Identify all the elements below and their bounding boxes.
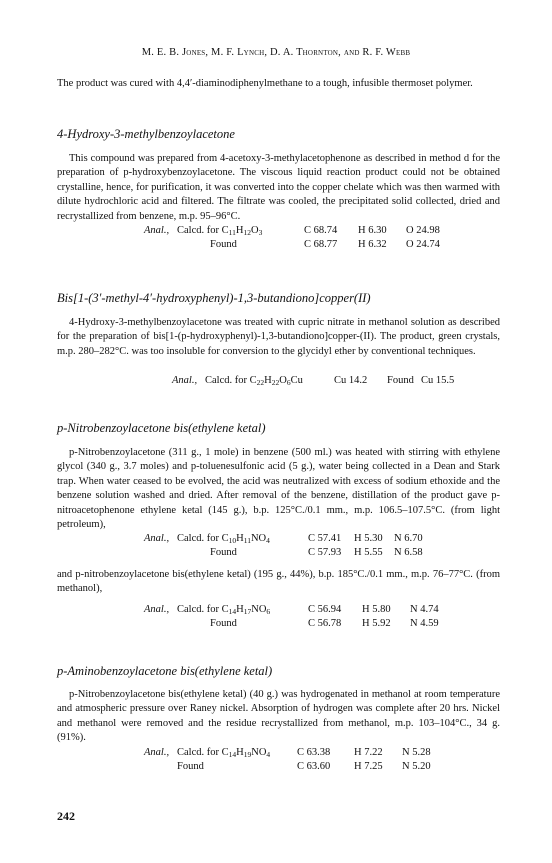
section-title-4: p-Aminobenzoylacetone bis(ethylene ketal) xyxy=(57,664,273,678)
found-label: Found xyxy=(210,617,237,629)
section-body-4: p-Nitrobenzoylacetone bis(ethylene ketal) (40 g.) was hydrogenated in methanol at room temperature and atmospheric pressure over Raney nickel. Absorption of hydrogen was complete after 20 hrs. Nickel and methanol were removed and the residue recrystallized from methanol, m.p. 103–104°C., 34 g. (91%). xyxy=(57,689,500,744)
analysis-block-4 xyxy=(144,746,484,774)
anal-label: Anal., xyxy=(144,225,170,236)
section-body-3: p-Nitrobenzoylacetone (311 g., 1 mole) in benzene (500 ml.) was heated with stirring with ethylene glycol (340 g., 3.7 moles) and p-toluenesulfonic acid (5 g.), water being collected in a Dean and Stark trap. When water ceased to be evolved, the acid was neutralized with excess of sodium ethoxide and the benzene solution washed and dried. After removal of the benzene, distillation of the product gave p-nitroacetophenone ethylene ketal (145 g.), b.p. 125°C./0.1 mm., m.p. 106.5–107.5°C. (from light petroleum), xyxy=(57,447,500,531)
found-label: Found xyxy=(177,760,204,772)
analysis-block-1 xyxy=(144,224,484,252)
analysis-block-2 xyxy=(172,374,492,388)
calc-value: C 63.38 xyxy=(297,747,331,758)
calc-value: H 7.22 xyxy=(354,747,383,758)
calcd-label: Calcd. for $C_{22}H_{22}O_6Cu$ xyxy=(205,375,303,387)
found-value: O 24.74 xyxy=(406,238,440,250)
calc-value: H 5.80 xyxy=(362,604,391,615)
found-value: N 5.20 xyxy=(402,760,431,772)
calc-value: N 5.28 xyxy=(402,747,431,758)
found-value: C 68.77 xyxy=(304,238,338,250)
analysis-block-3b xyxy=(144,603,484,631)
found-value: H 5.55 xyxy=(354,546,383,558)
found-value: C 63.60 xyxy=(297,760,331,772)
anal-label: Anal., xyxy=(144,747,170,758)
found-value: H 5.92 xyxy=(362,617,391,629)
calcd-label: Calcd. for $C_{10}H_{11}NO_4$ xyxy=(177,533,270,545)
calc-value: C 56.94 xyxy=(308,604,342,615)
calcd-label: Calcd. for $C_{11}H_{12}O_3$ xyxy=(177,225,263,237)
calcd-label: Calcd. for $C_{14}H_{19}NO_4$ xyxy=(177,747,271,759)
section-body-2: 4-Hydroxy-3-methylbenzoylacetone was treated with cupric nitrate in methanol solution as described for the preparation of bis[1-(p-hydroxyphenyl)-1,3-butandiono]copper-(II). The product, green crystals, m.p. 280–282°C. was too insoluble for conversion to the glycidyl ether by conventional techniques. xyxy=(57,317,500,357)
calc-value: O 24.98 xyxy=(406,225,440,236)
intro-paragraph: The product was cured with 4,4′-diaminodiphenylmethane to a tough, infusible thermoset polymer. xyxy=(57,78,473,89)
found-label: Found xyxy=(387,375,414,386)
section-body-3b: and p-nitrobenzoylacetone bis(ethylene ketal) (195 g., 44%), b.p. 185°C./0.1 mm., m.p. 76–77°C. (from methanol), xyxy=(57,569,500,595)
section-title-1: 4-Hydroxy-3-methylbenzoylacetone xyxy=(57,127,235,141)
anal-label: Anal., xyxy=(172,375,198,386)
found-label: Found xyxy=(210,546,237,558)
calcd-label: Calcd. for $C_{14}H_{17}NO_6$ xyxy=(177,604,271,616)
calc-value: C 68.74 xyxy=(304,225,338,236)
page-number: 242 xyxy=(57,809,75,823)
calc-value: N 6.70 xyxy=(394,533,423,544)
found-value: N 6.58 xyxy=(394,546,423,558)
found-value: C 56.78 xyxy=(308,617,342,629)
found-value: Cu 15.5 xyxy=(421,375,455,386)
anal-label: Anal., xyxy=(144,604,170,615)
found-value: N 4.59 xyxy=(410,617,439,629)
found-value: H 6.32 xyxy=(358,238,387,250)
section-title-2: Bis[1-(3′-methyl-4′-hydroxyphenyl)-1,3-butandiono]copper(II) xyxy=(57,291,371,305)
calc-value: Cu 14.2 xyxy=(334,375,368,386)
calc-value: C 57.41 xyxy=(308,533,342,544)
analysis-block-3 xyxy=(144,532,484,560)
calc-value: H 5.30 xyxy=(354,533,383,544)
running-header: M. E. B. Jones, M. F. Lynch, D. A. Thornton, and R. F. Webb xyxy=(141,47,411,58)
section-title-3: p-Nitrobenzoylacetone bis(ethylene ketal) xyxy=(57,421,266,435)
section-body-1: This compound was prepared from 4-acetoxy-3-methylacetophenone as described in method d for the preparation of p-hydroxybenzoylacetone. The viscous liquid reaction product could not be obtained crystalline, hence, for purification, it was converted into the copper chelate which was then warmed with dilute hydrochloric acid and filtered. The filtrate was cooled, the precipitated solid collected, dried and recrystallized from benzene, m.p. 95–96°C. xyxy=(57,153,500,222)
found-value: C 57.93 xyxy=(308,546,342,558)
found-label: Found xyxy=(210,238,237,250)
anal-label: Anal., xyxy=(144,533,170,544)
calc-value: N 4.74 xyxy=(410,604,439,615)
found-value: H 7.25 xyxy=(354,760,383,772)
calc-value: H 6.30 xyxy=(358,225,387,236)
